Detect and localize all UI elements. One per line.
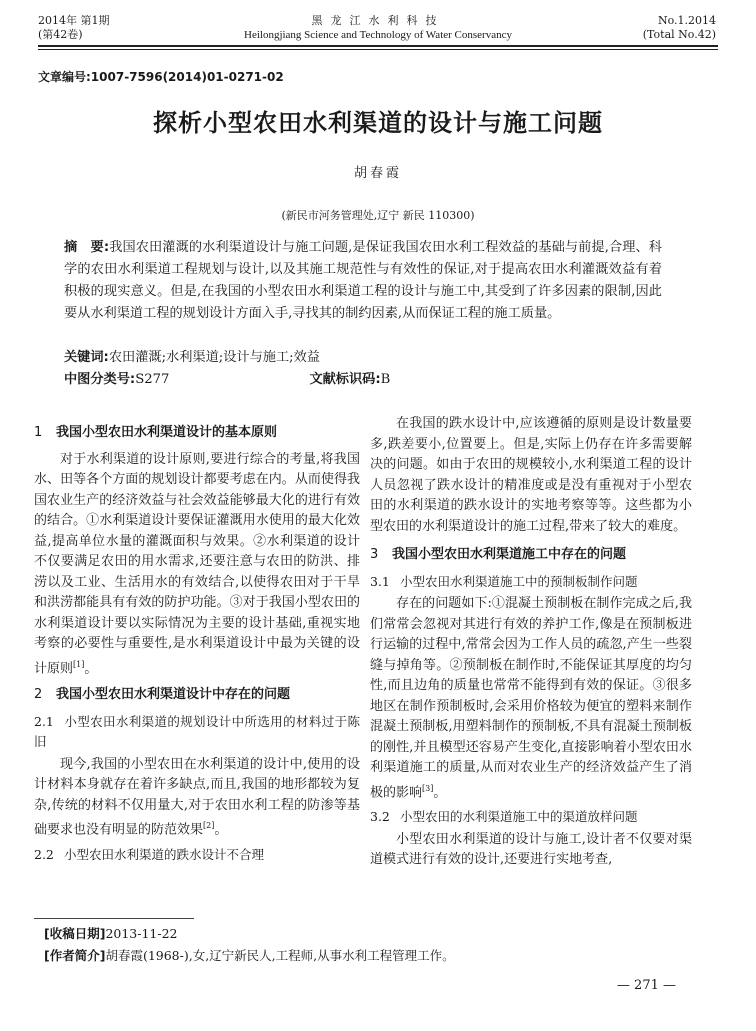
article-number: 文章编号:1007-7596(2014)01-0271-02 <box>38 70 284 84</box>
right-column <box>370 414 692 871</box>
section-heading: 1 我国小型农田水利渠道设计的基本原则 <box>34 425 278 440</box>
header-rule-thin <box>38 49 718 50</box>
author-affiliation: (新民市河务管理处,辽宁 新民 110300) <box>281 209 475 222</box>
author-bio: [作者简介]胡春霞(1968-),女,辽宁新民人,工程师,从事水利工程管理工作。 <box>44 948 455 963</box>
clc-label: 中图分类号: <box>64 372 136 387</box>
page-number: — 271 — <box>616 978 676 993</box>
left-column <box>34 417 360 868</box>
paragraph: 小型农田水利渠道的设计与施工,设计者不仅要对渠道模式进行有效的设计,还要进行实地考查, <box>370 831 692 868</box>
section-heading: 2 我国小型农田水利渠道设计中存在的问题 <box>34 687 291 703</box>
issue-year: 2014年 第1期 <box>38 14 110 27</box>
citation: [1] <box>73 659 85 669</box>
abstract-text: 我国农田灌溉的水利渠道设计与施工问题,是保证我国农田水利工程效益的基础与前提,合理、科学的农田水利渠道工程规划与设计,以及其施工规范性与有效性的保证,对于提高农田水利灌溉效益有着积极的现实意义。但是,在我国的小型农田水利渠道工程的设计与施工中,其受到了许多因素的限制,因此要从水利渠道工程的规划设计方面入手,寻找其的制约因素,从而保证工程的施工质量。 <box>64 240 662 321</box>
author-name: 胡春霞 <box>353 166 402 181</box>
paragraph: 对于水利渠道的设计原则,要进行综合的考量,将我国水、田等各个方面的规划设计都要考虑在内。从而使得我国农业生产的经济效益与社会效益能够最大化的进行有效的结合。①水利渠道设计要保证灌溉用水使用的最大化效益,提高单位水量的灌溉面积与效果。②水利渠道的设计不仅要满足农田的用水需求,还要注意与农田的防洪、排涝以及工业、生活用水的有效结合,以使得农田对于干旱和洪涝都能具有有效的防护功能。③对于我国小型农田的水利渠道设计要以实际情况为主要的设计基础,重视实地考察的必要性与重要性,是水利渠道设计中最为关键的设计原则[1]。 <box>34 451 360 676</box>
received-date: [收稿日期]2013-11-22 <box>44 926 178 941</box>
abstract-label: 摘 要: <box>64 240 110 255</box>
doc-code-value: B <box>380 372 391 387</box>
subsection-heading: 3.2 小型农田的水利渠道施工中的渠道放样问题 <box>370 809 638 825</box>
journal-name-cn: 黑龙江水利科技 <box>311 14 445 27</box>
journal-number <box>643 14 716 42</box>
doc-code-label: 文献标识码: <box>309 372 381 387</box>
subsection-heading: 2.1 小型农田水利渠道的规划设计中所选用的材料过于陈旧 <box>34 713 360 750</box>
paragraph: 存在的问题如下:①混凝土预制板在制作完成之后,我们常常会忽视对其进行有效的养护工作,像是在预制板进行运输的过程中,常常会因为工作人员的疏忽,产生一些裂缝与掉角等。②预制板在制作时,不能保证其厚度的均匀性,而且边角的质量也常常不能得到有效的保证。③很多地区在制作预制板时,会采用价格较为便宜的塑料来制作混凝土预制板,用塑料制作的预制板,不具有混凝土预制板的刚性,并且模型还容易产生变化,直接影响着小型农田水利渠道施工的质量,从而对农业生产的经济效益产生了消极的影响[3]。 <box>370 596 692 800</box>
citation: [2] <box>203 821 215 831</box>
journal-name-en: Heilongjiang Science and Technology of Water Conservancy <box>244 29 512 41</box>
classification <box>64 369 662 391</box>
issue-volume: (第42卷) <box>38 28 83 41</box>
header-rule-thick <box>38 45 718 47</box>
citation: [3] <box>422 783 434 793</box>
abstract <box>64 237 662 325</box>
article-title: 探析小型农田水利渠道的设计与施工问题 <box>153 109 603 137</box>
section-heading: 3 我国小型农田水利渠道施工中存在的问题 <box>370 547 627 562</box>
keywords-text: 农田灌溉;水利渠道;设计与施工;效益 <box>108 350 320 365</box>
total-number: (Total No.42) <box>642 28 716 41</box>
footnote-rule <box>34 918 194 919</box>
clc-value: S277 <box>135 372 170 387</box>
paragraph: 在我国的跌水设计中,应该遵循的原则是设计数量要多,跌差要小,位置要上。但是,实际上仍存在许多需要解决的问题。如由于农田的规模较小,水利渠道工程的设计人员忽视了跌水设计的精准度或是没有重视对于小型农田的水利渠道的跌水设计的实地考察等等。这些都为小型农田的水利渠道设计的施工过程,带来了较大的难度。 <box>370 416 692 534</box>
paragraph: 现今,我国的小型农田在水利渠道的设计中,使用的设计材料本身就存在着许多缺点,而且,我国的地形都较为复杂,传统的材料不仅用量大,对于农田水利工程的防渗等基础要求也没有明显的防范效果[2]。 <box>34 756 360 838</box>
subsection-heading: 2.2 小型农田水利渠道的跌水设计不合理 <box>34 847 265 863</box>
issue-number: No.1.2014 <box>657 14 716 27</box>
keywords-label: 关键词: <box>64 350 109 365</box>
subsection-heading: 3.1 小型农田水利渠道施工中的预制板制作问题 <box>370 573 638 589</box>
keywords <box>64 347 662 369</box>
